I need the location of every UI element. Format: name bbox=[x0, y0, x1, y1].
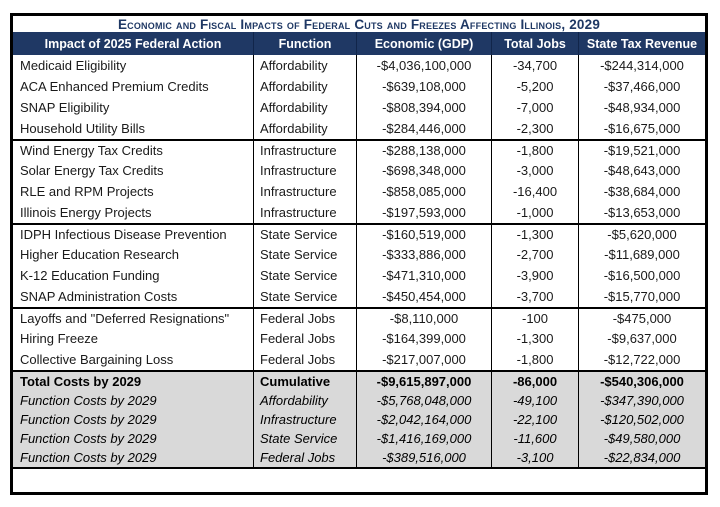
cell-economic-gdp: -$450,454,000 bbox=[356, 286, 491, 307]
cell-total-jobs: -11,600 bbox=[491, 429, 578, 448]
table-row bbox=[13, 76, 705, 97]
cell-total-jobs: -22,100 bbox=[491, 410, 578, 429]
cell-economic-gdp: -$333,886,000 bbox=[356, 244, 491, 265]
cell-impact: Household Utility Bills bbox=[20, 121, 145, 136]
summary-row bbox=[13, 372, 705, 391]
cell-economic-gdp: -$858,085,000 bbox=[356, 181, 491, 202]
table-header-row bbox=[13, 32, 705, 55]
cell-total-jobs: -86,000 bbox=[491, 372, 578, 391]
cell-total-jobs: -100 bbox=[491, 309, 578, 328]
cell-impact: Collective Bargaining Loss bbox=[20, 352, 174, 367]
cell-impact: Total Costs by 2029 bbox=[20, 374, 142, 389]
table-row bbox=[13, 55, 705, 76]
cell-function: Affordability bbox=[253, 391, 356, 410]
cell-state-tax-revenue: -$540,306,000 bbox=[578, 372, 705, 391]
column-header-state-tax-revenue: State Tax Revenue bbox=[578, 32, 705, 55]
cell-impact: Medicaid Eligibility bbox=[20, 58, 127, 73]
cell-function: Federal Jobs bbox=[253, 448, 356, 467]
cell-impact: Hiring Freeze bbox=[20, 331, 99, 346]
cell-state-tax-revenue: -$16,675,000 bbox=[578, 118, 705, 139]
cell-state-tax-revenue: -$244,314,000 bbox=[578, 55, 705, 76]
cell-total-jobs: -34,700 bbox=[491, 55, 578, 76]
cell-function: Cumulative bbox=[253, 372, 356, 391]
cell-state-tax-revenue: -$48,643,000 bbox=[578, 160, 705, 181]
table-row bbox=[13, 265, 705, 286]
cell-impact: Higher Education Research bbox=[20, 247, 179, 262]
summary-row bbox=[13, 429, 705, 448]
cell-economic-gdp: -$808,394,000 bbox=[356, 97, 491, 118]
cell-impact: RLE and RPM Projects bbox=[20, 184, 154, 199]
cell-state-tax-revenue: -$15,770,000 bbox=[578, 286, 705, 307]
table-row bbox=[13, 160, 705, 181]
cell-impact: Layoffs and "Deferred Resignations" bbox=[20, 311, 230, 326]
cell-economic-gdp: -$471,310,000 bbox=[356, 265, 491, 286]
cell-state-tax-revenue: -$13,653,000 bbox=[578, 202, 705, 223]
table-frame bbox=[10, 13, 708, 495]
cell-economic-gdp: -$389,516,000 bbox=[356, 448, 491, 467]
cell-economic-gdp: -$284,446,000 bbox=[356, 118, 491, 139]
cell-function: Infrastructure bbox=[253, 141, 356, 160]
bottom-filler bbox=[13, 469, 705, 492]
table-row bbox=[13, 286, 705, 307]
cell-impact: Illinois Energy Projects bbox=[20, 205, 152, 220]
summary-row bbox=[13, 410, 705, 429]
table-row bbox=[13, 328, 705, 349]
table-body bbox=[13, 55, 705, 370]
cell-impact: Solar Energy Tax Credits bbox=[20, 163, 164, 178]
cell-state-tax-revenue: -$37,466,000 bbox=[578, 76, 705, 97]
cell-function: Infrastructure bbox=[253, 181, 356, 202]
cell-total-jobs: -7,000 bbox=[491, 97, 578, 118]
cell-economic-gdp: -$8,110,000 bbox=[356, 309, 491, 328]
cell-total-jobs: -16,400 bbox=[491, 181, 578, 202]
cell-economic-gdp: -$5,768,048,000 bbox=[356, 391, 491, 410]
cell-state-tax-revenue: -$38,684,000 bbox=[578, 181, 705, 202]
cell-state-tax-revenue: -$48,934,000 bbox=[578, 97, 705, 118]
cell-economic-gdp: -$164,399,000 bbox=[356, 328, 491, 349]
cell-total-jobs: -5,200 bbox=[491, 76, 578, 97]
column-header-impact: Impact of 2025 Federal Action bbox=[44, 36, 222, 51]
cell-impact: ACA Enhanced Premium Credits bbox=[20, 79, 209, 94]
summary-row bbox=[13, 448, 705, 467]
cell-economic-gdp: -$160,519,000 bbox=[356, 225, 491, 244]
table-row bbox=[13, 244, 705, 265]
table-title: Economic and Fiscal Impacts of Federal Cuts and Freezes Affecting Illinois, 2029 bbox=[117, 16, 601, 32]
cell-total-jobs: -1,800 bbox=[491, 349, 578, 370]
cell-state-tax-revenue: -$22,834,000 bbox=[578, 448, 705, 467]
cell-economic-gdp: -$288,138,000 bbox=[356, 141, 491, 160]
cell-economic-gdp: -$1,416,169,000 bbox=[356, 429, 491, 448]
cell-function: Affordability bbox=[253, 55, 356, 76]
cell-total-jobs: -3,100 bbox=[491, 448, 578, 467]
cell-function: State Service bbox=[253, 286, 356, 307]
cell-economic-gdp: -$9,615,897,000 bbox=[356, 372, 491, 391]
cell-function: Affordability bbox=[253, 118, 356, 139]
cell-economic-gdp: -$217,007,000 bbox=[356, 349, 491, 370]
cell-function: Federal Jobs bbox=[253, 309, 356, 328]
cell-economic-gdp: -$2,042,164,000 bbox=[356, 410, 491, 429]
cell-impact: Function Costs by 2029 bbox=[20, 431, 157, 446]
table-row bbox=[13, 307, 705, 328]
summary-section bbox=[13, 370, 705, 469]
table-row bbox=[13, 202, 705, 223]
cell-impact: Function Costs by 2029 bbox=[20, 450, 157, 465]
cell-economic-gdp: -$639,108,000 bbox=[356, 76, 491, 97]
table-row bbox=[13, 97, 705, 118]
table-title-row bbox=[13, 16, 705, 32]
cell-economic-gdp: -$4,036,100,000 bbox=[356, 55, 491, 76]
cell-total-jobs: -3,000 bbox=[491, 160, 578, 181]
table-row bbox=[13, 181, 705, 202]
cell-state-tax-revenue: -$49,580,000 bbox=[578, 429, 705, 448]
cell-state-tax-revenue: -$5,620,000 bbox=[578, 225, 705, 244]
cell-function: Affordability bbox=[253, 97, 356, 118]
cell-total-jobs: -1,300 bbox=[491, 328, 578, 349]
cell-total-jobs: -2,300 bbox=[491, 118, 578, 139]
cell-state-tax-revenue: -$11,689,000 bbox=[578, 244, 705, 265]
table-row bbox=[13, 349, 705, 370]
cell-impact: Wind Energy Tax Credits bbox=[20, 143, 163, 158]
cell-state-tax-revenue: -$12,722,000 bbox=[578, 349, 705, 370]
cell-function: State Service bbox=[253, 429, 356, 448]
table-row bbox=[13, 139, 705, 160]
cell-state-tax-revenue: -$16,500,000 bbox=[578, 265, 705, 286]
cell-total-jobs: -3,900 bbox=[491, 265, 578, 286]
cell-function: State Service bbox=[253, 265, 356, 286]
cell-impact: IDPH Infectious Disease Prevention bbox=[20, 227, 227, 242]
cell-economic-gdp: -$197,593,000 bbox=[356, 202, 491, 223]
cell-total-jobs: -2,700 bbox=[491, 244, 578, 265]
cell-impact: SNAP Administration Costs bbox=[20, 289, 178, 304]
summary-row bbox=[13, 391, 705, 410]
cell-state-tax-revenue: -$9,637,000 bbox=[578, 328, 705, 349]
table-row bbox=[13, 118, 705, 139]
cell-total-jobs: -49,100 bbox=[491, 391, 578, 410]
cell-state-tax-revenue: -$19,521,000 bbox=[578, 141, 705, 160]
cell-total-jobs: -1,000 bbox=[491, 202, 578, 223]
cell-function: Affordability bbox=[253, 76, 356, 97]
cell-state-tax-revenue: -$347,390,000 bbox=[578, 391, 705, 410]
column-header-total-jobs: Total Jobs bbox=[491, 32, 578, 55]
cell-function: State Service bbox=[253, 244, 356, 265]
cell-function: State Service bbox=[253, 225, 356, 244]
cell-function: Federal Jobs bbox=[253, 349, 356, 370]
cell-total-jobs: -3,700 bbox=[491, 286, 578, 307]
cell-impact: K-12 Education Funding bbox=[20, 268, 160, 283]
cell-economic-gdp: -$698,348,000 bbox=[356, 160, 491, 181]
cell-function: Infrastructure bbox=[253, 410, 356, 429]
cell-total-jobs: -1,800 bbox=[491, 141, 578, 160]
cell-impact: SNAP Eligibility bbox=[20, 100, 110, 115]
cell-function: Infrastructure bbox=[253, 202, 356, 223]
cell-impact: Function Costs by 2029 bbox=[20, 412, 157, 427]
cell-impact: Function Costs by 2029 bbox=[20, 393, 157, 408]
cell-state-tax-revenue: -$120,502,000 bbox=[578, 410, 705, 429]
cell-total-jobs: -1,300 bbox=[491, 225, 578, 244]
cell-function: Federal Jobs bbox=[253, 328, 356, 349]
column-header-economic-gdp: Economic (GDP) bbox=[356, 32, 491, 55]
cell-function: Infrastructure bbox=[253, 160, 356, 181]
column-header-function: Function bbox=[253, 32, 356, 55]
cell-state-tax-revenue: -$475,000 bbox=[578, 309, 705, 328]
table-row bbox=[13, 223, 705, 244]
